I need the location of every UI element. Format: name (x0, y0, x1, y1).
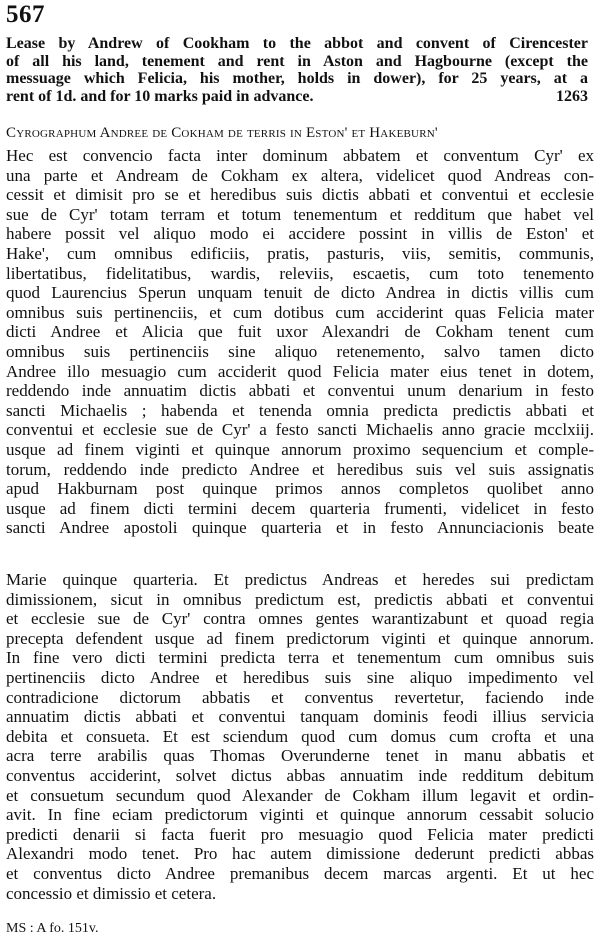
summary-line: of all his land, tenement and rent in Aston and Hagbourne (except the (6, 52, 588, 70)
text-line: reddendo inde annuatim dictis abbati et conventui unum denarium in festo (6, 381, 594, 401)
text-line: annuatim dictis abbati et conventui tanquam dominis feodi illius servicia (6, 707, 594, 727)
summary-line: messuage which Felicia, his mother, holds in dower), for 25 years, at a (6, 70, 588, 87)
text-line: et ecclesie sue de Cyr' contra omnes gentes warantizabunt et quoad regia (6, 609, 594, 629)
charter-text-part-1 (6, 146, 594, 538)
text-line: una parte et Andream de Cokham ex altera, videlicet quod Andreas con- (6, 165, 594, 185)
summary-line: Lease by Andrew of Cookham to the abbot and convent of Cirencester (6, 35, 588, 52)
text-line: usque ad finem viginti et quinque annorum proximo sequencium et comple- (6, 439, 594, 459)
text-line: acra terre arabilis quas Thomas Overunderne tenet in manu abbatis et (6, 746, 594, 766)
text-line: avit. In fine eciam predictorum viginti et quinque annorum cessabit solucio (6, 805, 594, 825)
text-line: habere possit vel aliquo modo ei accidere possint in villis de Eston' et (6, 224, 594, 244)
text-line: libertatibus, fidelitatibus, wardis, releviis, escaetis, cum toto tenemento (6, 263, 594, 283)
text-line: In fine vero dicti termini predicta terra et tenementum cum omnibus suis (6, 648, 594, 668)
text-line: omnibus suis pertinenciis, et cum dotibus cum acciderint quas Felicia mater (6, 302, 594, 322)
text-line: usque ad finem dicti termini decem quarteria frumenti, videlicet in festo (6, 498, 594, 518)
summary-year: 1263 (556, 87, 588, 105)
text-line: sue de Cyr' totam terram et totum tenementum et redditum que habet vel (6, 204, 594, 224)
text-line: Hec est convencio facta inter dominum abbatem et conventum Cyr' ex (6, 146, 594, 165)
text-line: predicti denarii si facta fuerit pro mesuagio quod Felicia mater predicti (6, 824, 594, 844)
manuscript-reference: MS : A fo. 151v. (6, 921, 99, 936)
text-line: cessit et dimisit pro se et heredibus suis dictis abbati et conventui et ecclesie (6, 185, 594, 205)
text-line: concessio et dimissio et cetera. (6, 883, 217, 903)
summary-line: rent of 1d. and for 10 marks paid in advance. (6, 87, 314, 105)
text-line: conventus acciderint, solvet dictus abbas annuatim inde redditum debitum (6, 765, 594, 785)
text-line: et consuetum secundum quod Alexander de Cokham illum legavit et ordin- (6, 785, 594, 805)
text-line: conventui et ecclesie sue de Cyr' a festo sancti Michaelis anno gracie mcclxiij. (6, 420, 594, 440)
text-line: precepta defendent usque ad finem predictorum viginti et quinque annorum. (6, 628, 594, 648)
text-line: sancti Michaelis ; habenda et tenenda omnia predicta predictis abbati et (6, 400, 594, 420)
text-line: torum, reddendo inde predicto Andree et heredibus suis vel suis assignatis (6, 459, 594, 479)
text-line: et conventus dicto Andree premanibus decem marcas argenti. Et ut hec (6, 863, 594, 883)
text-line: sancti Andree apostoli quinque quarteria et in festo Annunciacionis beate (6, 518, 594, 538)
text-line: Alexandri modo tenet. Pro hac autem dimissione dederunt predicti abbas (6, 844, 594, 864)
document-number: 567 (6, 1, 45, 28)
document-rubric: Cyrographum Andree de Cokham de terris in Eston' et Hakeburn' (6, 125, 438, 141)
document-summary (6, 35, 588, 105)
text-line: pertinenciis dicto Andree et heredibus suis sine aliquo impedimento vel (6, 667, 594, 687)
text-line: Marie quinque quarteria. Et predictus Andreas et heredes sui predictam (6, 570, 594, 589)
text-line: dimissionem, sicut in omnibus predictum est, predictis abbati et conventui (6, 589, 594, 609)
text-line: contradicione dictorum abbatis et conventus revertetur, faciendo inde (6, 687, 594, 707)
summary-last-line (6, 88, 588, 106)
text-line: dicti Andree et Alicia que fuit uxor Alexandri de Cokham tenent cum (6, 322, 594, 342)
charter-text-part-2 (6, 570, 594, 903)
text-line: apud Hakburnam post quinque primos annos completos quolibet anno (6, 479, 594, 499)
text-line: Andree illo mesuagio cum acciderit quod Felicia mater eius tenet in dotem, (6, 361, 594, 381)
text-line: debita et consueta. Et est sciendum quod cum domus cum crofta et una (6, 726, 594, 746)
text-line: omnibus suis pertinenciis sine aliquo retenemento, salvo tamen dicto (6, 341, 594, 361)
text-line: Hake', cum omnibus edificiis, pratis, pasturis, viis, semitis, communis, (6, 243, 594, 263)
text-line: quod Laurencius Sperun unquam tenuit de dicto Andrea in dictis villis cum (6, 283, 594, 303)
